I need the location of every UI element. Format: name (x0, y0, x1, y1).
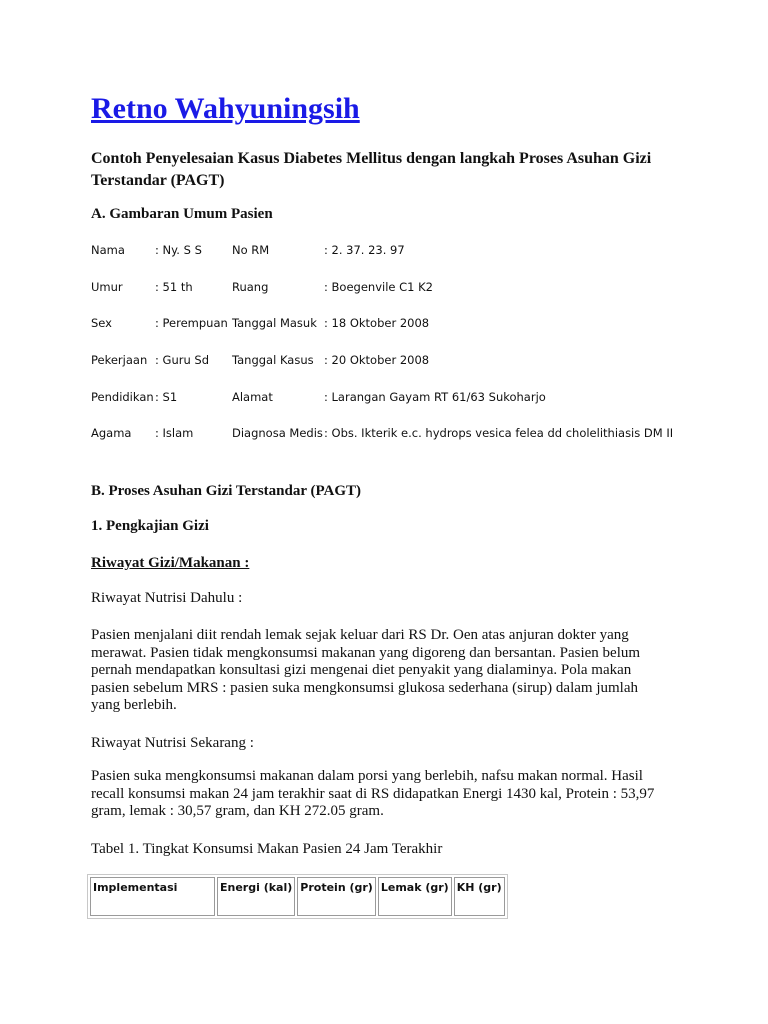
info-value: : Boegenvile C1 K2 (324, 279, 433, 294)
info-value: : 20 Oktober 2008 (324, 353, 430, 368)
riwayat-sekarang-paragraph: Pasien suka mengkonsumsi makanan dalam porsi yang berlebih, nafsu makan normal. Hasil recall konsumsi makan 24 jam terakhir saat di RS didapatkan Energi 1430 kal, Protein : 53,97 gram, lemak : 30,57 gram, dan KH 272.05 gram. (91, 768, 655, 820)
riwayat-dahulu-label: Riwayat Nutrisi Dahulu : (91, 590, 243, 606)
table-header-cell: Lemak (gr) (378, 877, 452, 916)
table-caption: Tabel 1. Tingkat Konsumsi Makan Pasien 24 Jam Terakhir (91, 841, 443, 857)
info-value: : Larangan Gayam RT 61/63 Sukoharjo (324, 389, 546, 404)
table-header-cell: Implementasi (90, 877, 215, 916)
info-label: Diagnosa Medis (232, 426, 323, 441)
info-label: Pendidikan (91, 389, 154, 404)
info-value: : Islam (155, 426, 194, 441)
info-label: Ruang (232, 279, 269, 294)
consumption-table (87, 874, 508, 919)
info-value: : 18 Oktober 2008 (324, 316, 430, 331)
info-label: Umur (91, 279, 123, 294)
info-value: : Perempuan (155, 316, 228, 331)
riwayat-dahulu-paragraph: Pasien menjalani diit rendah lemak sejak keluar dari RS Dr. Oen atas anjuran dokter yang merawat. Pasien tidak mengkonsumsi makanan yang digoreng dan bersantan. Pasien belum pernah mendapatkan konsultasi gizi mengenai diet penyakit yang dialaminya. Pola makan pasien sebelum MRS : pasien suka mengkonsumsi glukosa sederhana (sirup) dalam jumlah yang berlebih. (91, 627, 641, 714)
table-header-cell: KH (gr) (454, 877, 505, 916)
info-value: : Ny. S S (155, 243, 202, 257)
info-label: Nama (91, 243, 125, 257)
document-title-link[interactable]: Retno Wahyuningsih (91, 92, 360, 125)
info-value: : 51 th (155, 279, 193, 294)
info-value: : S1 (155, 389, 178, 404)
info-label: No RM (232, 243, 270, 257)
info-label: Tanggal Masuk (232, 316, 317, 331)
info-value: : Guru Sd (155, 353, 210, 368)
info-label: Tanggal Kasus (232, 353, 314, 368)
riwayat-sekarang-label: Riwayat Nutrisi Sekarang : (91, 735, 254, 751)
info-value: : 2. 37. 23. 97 (324, 243, 405, 257)
info-label: Sex (91, 316, 112, 331)
section-a-heading: A. Gambaran Umum Pasien (91, 206, 273, 222)
document-subtitle: Contoh Penyelesaian Kasus Diabetes Mellitus dengan langkah Proses Asuhan Gizi Terstandar (PAGT) (91, 150, 652, 189)
info-label: Agama (91, 426, 132, 441)
table-header-cell: Energi (kal) (217, 877, 295, 916)
info-label: Alamat (232, 389, 273, 404)
riwayat-heading: Riwayat Gizi/Makanan : (91, 555, 250, 571)
section-b-heading: B. Proses Asuhan Gizi Terstandar (PAGT) (91, 483, 362, 499)
subsection-heading: 1. Pengkajian Gizi (91, 518, 209, 534)
info-value: : Obs. Ikterik e.c. hydrops vesica felea dd cholelithiasis DM II (324, 426, 674, 441)
table-header-row (90, 877, 505, 916)
table-header-cell: Protein (gr) (297, 877, 376, 916)
info-label: Pekerjaan (91, 353, 148, 368)
